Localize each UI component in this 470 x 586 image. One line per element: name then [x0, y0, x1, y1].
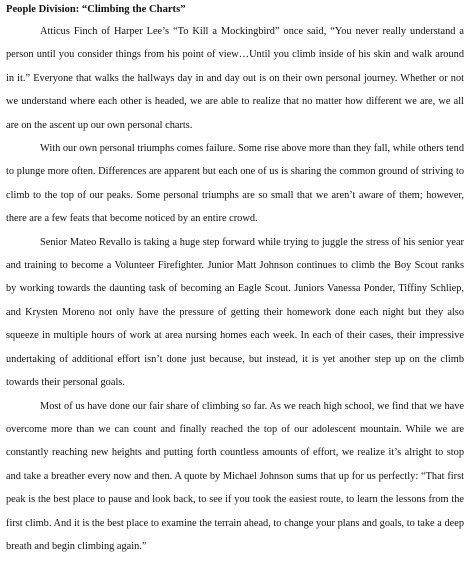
- document-title: People Division: “Climbing the Charts”: [6, 4, 186, 15]
- paragraph-student-achievements: Senior Mateo Revallo is taking a huge step forward while trying to juggle the stress of his senior year and training to become a Volunteer Firefighter. Junior Matt Johnson continues to climb the Boy Scout ranks by working towards the daunting task of becoming an Eagle Scout. Juniors Vanessa Ponder, Tiffiny Schliep, and Krysten Moreno not only have the pressure of getting their homework done each night but they also squeeze in multiple hours of work at area nursing homes each week. In each of their cases, their impressive undertaking of additional effort isn’t done just because, but instead, it is yet another step up on the climb towards their personal goals.: [6, 236, 464, 389]
- paragraph-triumphs: With our own personal triumphs comes failure. Some rise above more than they fall, while others tend to plunge more often. Differences are apparent but each one of us is sharing the common ground of striving to climb to the top of our peaks. Some personal triumphs are so small that we aren’t aware of them; however, there are a few feats that become noticed by an entire crowd.: [6, 143, 464, 225]
- paragraph-climbing-quote: Most of us have done our fair share of climbing so far. As we reach high school, we find that we have overcome more than we can count and finally reached the top of our adolescent mountain. While we are constantly reaching new heights and putting forth countless amounts of effort, we realize it’s alright to stop and take a breather every now and then. A quote by Michael Johnson sums that up for us perfectly: “That first peak is the best place to pause and look back, to see if you took the easiest route, to learn the lessons from the first climb. And it is the best place to examine the terrain ahead, to change your plans and goals, to take a deep breath and begin climbing again.”: [6, 400, 464, 552]
- paragraph-atticus-finch: Atticus Finch of Harper Lee’s “To Kill a Mockingbird” once said, “You never really understand a person until you consider things from his point of view…Until you climb inside of his skin and walk around in it.” Everyone that walks the hallways day in and day out is on their own personal journey. Whether or not we understand where each other is headed, we are able to realize that no matter how different we are, we all are on the ascent up our own personal charts.: [6, 26, 464, 131]
